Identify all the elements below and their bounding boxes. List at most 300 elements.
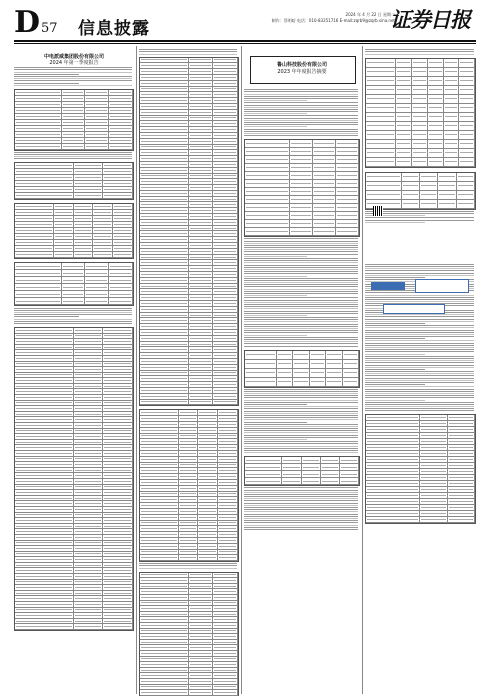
- cell-text: [283, 460, 299, 461]
- table-cell: [103, 580, 133, 585]
- cell-text: [214, 129, 236, 130]
- table-cell: [113, 252, 133, 257]
- text-line: [244, 406, 358, 407]
- cell-text: [104, 335, 131, 336]
- table-cell: [113, 228, 133, 233]
- cell-text: [94, 242, 111, 243]
- table-cell: [189, 617, 214, 622]
- text-line: [244, 505, 358, 506]
- data-table: [365, 414, 476, 524]
- cell-text: [246, 223, 288, 224]
- table-cell: [109, 277, 133, 283]
- text-line: [139, 565, 237, 566]
- cell-text: [86, 104, 107, 105]
- table-cell: [140, 376, 189, 381]
- table-cell: [366, 487, 420, 492]
- table-cell: [189, 634, 214, 639]
- table-cell: [336, 204, 359, 211]
- table-cell: [15, 362, 74, 367]
- table-cell: [179, 410, 199, 415]
- cell-text: [75, 218, 92, 219]
- cell-text: [291, 175, 311, 176]
- text-line: [14, 323, 132, 324]
- table-cell: [313, 188, 336, 195]
- cell-text: [337, 183, 357, 184]
- text-line: [365, 338, 425, 339]
- table-cell: [189, 75, 214, 80]
- table-row: [366, 122, 475, 131]
- cell-text: [190, 228, 212, 229]
- cell-text: [421, 495, 446, 496]
- cell-text: [16, 104, 60, 105]
- cell-text: [214, 123, 236, 124]
- cell-text: [367, 453, 418, 454]
- cell-text: [219, 430, 236, 431]
- table-cell: [336, 196, 359, 203]
- text-line: [244, 267, 358, 268]
- cell-text: [141, 619, 187, 620]
- text-line: [244, 256, 307, 257]
- table-cell: [218, 445, 238, 450]
- table-cell: [396, 59, 412, 67]
- cell-text: [63, 146, 84, 147]
- table-cell: [366, 191, 402, 199]
- cell-text: [214, 647, 236, 648]
- table-cell: [103, 473, 133, 478]
- table-cell: [189, 104, 214, 109]
- cell-text: [75, 537, 102, 538]
- table-cell: [218, 544, 238, 549]
- table-cell: [189, 63, 214, 68]
- table-cell: [198, 503, 218, 508]
- table-cell: [218, 492, 238, 497]
- text-line: [244, 282, 358, 283]
- cell-text: [180, 546, 197, 547]
- cell-text: [104, 386, 131, 387]
- table-cell: [198, 538, 218, 543]
- table-cell: [321, 471, 340, 477]
- table-cell: [140, 550, 179, 555]
- cell-text: [214, 608, 236, 609]
- table-cell: [103, 479, 133, 484]
- text-line: [365, 340, 474, 341]
- table-cell: [366, 131, 396, 139]
- table-row: [366, 95, 475, 104]
- table-cell: [245, 140, 290, 147]
- table-cell: [336, 148, 359, 155]
- table-row: [245, 464, 359, 471]
- cell-text: [190, 83, 212, 84]
- table-cell: [448, 421, 476, 426]
- text-line: [365, 323, 425, 324]
- table-cell: [140, 214, 189, 219]
- table-cell: [290, 180, 313, 187]
- text-line: [244, 118, 358, 119]
- table-cell: [396, 86, 412, 94]
- cell-text: [141, 164, 187, 165]
- cell-text: [413, 152, 426, 153]
- table-cell: [412, 113, 428, 121]
- cell-text: [190, 642, 212, 643]
- table-cell: [109, 291, 133, 297]
- table-cell: [459, 95, 475, 103]
- table-cell: [140, 69, 189, 74]
- cell-text: [190, 675, 212, 676]
- table-cell: [140, 497, 179, 502]
- table-cell: [189, 640, 214, 645]
- table-cell: [189, 595, 214, 600]
- table-cell: [457, 173, 475, 181]
- cell-text: [141, 216, 187, 217]
- cell-text: [110, 116, 131, 117]
- table-cell: [213, 668, 238, 673]
- cell-text: [86, 294, 107, 295]
- cell-text: [16, 464, 72, 465]
- text-line: [244, 295, 307, 296]
- table-cell: [103, 535, 133, 540]
- cell-text: [75, 436, 102, 437]
- table-cell: [15, 126, 62, 131]
- cell-text: [104, 397, 131, 398]
- cell-text: [214, 349, 236, 350]
- cell-text: [55, 254, 72, 255]
- table-cell: [85, 277, 109, 283]
- cell-text: [141, 228, 187, 229]
- text-line: [14, 321, 132, 322]
- cell-text: [219, 464, 236, 465]
- table-cell: [103, 507, 133, 512]
- cell-text: [141, 418, 177, 419]
- text-line: [244, 120, 358, 121]
- cell-text: [104, 609, 131, 610]
- table-cell: [189, 231, 214, 236]
- cell-text: [141, 602, 187, 603]
- cell-text: [141, 499, 177, 500]
- table-cell: [74, 367, 104, 372]
- text-line: [244, 439, 307, 440]
- cell-text: [246, 143, 288, 144]
- cell-text: [75, 171, 102, 172]
- data-table: [14, 162, 134, 200]
- cell-text: [180, 424, 197, 425]
- table-cell: [15, 479, 74, 484]
- table-cell: [140, 492, 179, 497]
- cell-text: [141, 332, 187, 333]
- table-cell: [366, 505, 420, 510]
- cell-text: [413, 107, 426, 108]
- table-cell: [293, 360, 309, 368]
- table-cell: [277, 351, 293, 359]
- cell-text: [75, 570, 102, 571]
- cell-text: [190, 164, 212, 165]
- table-cell: [140, 342, 189, 347]
- table-cell: [179, 468, 199, 473]
- cell-text: [16, 140, 60, 141]
- column-divider: [241, 46, 242, 694]
- text-line: [244, 415, 358, 416]
- table-cell: [103, 429, 133, 434]
- table-cell: [85, 120, 109, 125]
- cell-text: [291, 151, 311, 152]
- cell-text: [214, 152, 236, 153]
- cell-text: [104, 453, 131, 454]
- table-cell: [140, 330, 189, 335]
- cell-text: [214, 681, 236, 682]
- table-cell: [213, 601, 238, 606]
- cell-text: [429, 134, 442, 135]
- cell-text: [141, 187, 187, 188]
- table-cell: [366, 475, 420, 480]
- cell-text: [367, 471, 418, 472]
- table-cell: [140, 584, 189, 589]
- table-cell: [189, 330, 214, 335]
- table-cell: [74, 541, 104, 546]
- table-cell: [74, 378, 104, 383]
- table-cell: [213, 226, 238, 231]
- cell-text: [104, 165, 131, 166]
- text-line: [244, 131, 358, 132]
- table-cell: [310, 378, 326, 386]
- text-line: [244, 135, 358, 136]
- table-row: [245, 471, 359, 478]
- table-cell: [93, 240, 113, 245]
- table-cell: [140, 231, 189, 236]
- table-cell: [420, 505, 448, 510]
- table-cell: [189, 191, 214, 196]
- text-line: [244, 450, 358, 451]
- cell-text: [104, 531, 131, 532]
- cell-text: [246, 372, 275, 373]
- cell-text: [449, 459, 474, 460]
- table-cell: [290, 140, 313, 147]
- table-cell: [189, 336, 214, 341]
- table-cell: [74, 181, 104, 186]
- table-cell: [189, 156, 214, 161]
- table-cell: [15, 216, 54, 221]
- cell-text: [214, 251, 236, 252]
- cell-text: [16, 621, 72, 622]
- table-cell: [85, 90, 109, 95]
- cell-text: [311, 381, 324, 382]
- table-cell: [74, 613, 104, 618]
- table-cell: [140, 121, 189, 126]
- table-cell: [189, 260, 214, 265]
- cell-text: [75, 165, 102, 166]
- table-cell: [412, 131, 428, 139]
- cell-text: [214, 355, 236, 356]
- cell-text: [104, 363, 131, 364]
- cell-text: [397, 71, 410, 72]
- text-line: [14, 152, 132, 153]
- cell-text: [322, 481, 338, 482]
- cell-text: [141, 464, 177, 465]
- table-cell: [189, 601, 214, 606]
- table-cell: [93, 234, 113, 239]
- cell-text: [199, 482, 216, 483]
- cell-text: [141, 580, 187, 581]
- cell-text: [367, 98, 394, 99]
- cell-text: [75, 419, 102, 420]
- cell-text: [214, 630, 236, 631]
- table-cell: [213, 382, 238, 387]
- cell-text: [291, 207, 311, 208]
- table-cell: [412, 68, 428, 76]
- table-cell: [213, 295, 238, 300]
- cell-text: [219, 499, 236, 500]
- cell-text: [413, 161, 426, 162]
- table-cell: [245, 471, 282, 477]
- table-cell: [293, 351, 309, 359]
- table-cell: [412, 95, 428, 103]
- cell-text: [439, 194, 454, 195]
- table-cell: [140, 679, 189, 684]
- table-cell: [189, 318, 214, 323]
- table-cell: [198, 486, 218, 491]
- table-cell: [366, 499, 420, 504]
- cell-text: [214, 372, 236, 373]
- table-cell: [213, 58, 238, 63]
- table-cell: [277, 369, 293, 377]
- text-line: [365, 351, 474, 352]
- table-cell: [103, 468, 133, 473]
- table-cell: [189, 629, 214, 634]
- table-cell: [62, 114, 86, 119]
- table-cell: [213, 690, 238, 695]
- cell-text: [75, 442, 102, 443]
- table-cell: [282, 464, 301, 470]
- text-line: [244, 300, 358, 301]
- text-line: [244, 269, 358, 270]
- cell-text: [75, 242, 92, 243]
- text-line: [365, 295, 474, 296]
- cell-text: [439, 203, 454, 204]
- table-cell: [179, 439, 199, 444]
- cell-text: [75, 509, 102, 510]
- table-cell: [448, 439, 476, 444]
- table-cell: [93, 204, 113, 209]
- cell-text: [141, 670, 187, 671]
- cell-text: [16, 92, 60, 93]
- table-cell: [428, 59, 444, 67]
- diagram-node: [415, 279, 469, 293]
- table-cell: [198, 509, 218, 514]
- cell-text: [141, 482, 177, 483]
- table-cell: [396, 158, 412, 166]
- cell-text: [16, 442, 72, 443]
- text-line: [244, 102, 358, 103]
- table-cell: [74, 429, 104, 434]
- cell-text: [278, 381, 291, 382]
- text-line: [365, 327, 474, 328]
- table-cell: [140, 538, 179, 543]
- table-cell: [140, 480, 179, 485]
- cell-text: [75, 609, 102, 610]
- cell-text: [75, 604, 102, 605]
- table-cell: [103, 175, 133, 180]
- cell-text: [344, 363, 357, 364]
- table-cell: [459, 149, 475, 157]
- cell-text: [214, 94, 236, 95]
- table-cell: [290, 204, 313, 211]
- cell-text: [104, 447, 131, 448]
- table-cell: [103, 423, 133, 428]
- table-cell: [213, 353, 238, 358]
- table-cell: [140, 336, 189, 341]
- cell-text: [199, 430, 216, 431]
- text-line: [244, 124, 358, 125]
- table-cell: [189, 371, 214, 376]
- cell-text: [199, 528, 216, 529]
- text-line: [14, 308, 132, 309]
- cell-text: [397, 161, 410, 162]
- table-cell: [336, 172, 359, 179]
- table-cell: [15, 451, 74, 456]
- table-cell: [420, 475, 448, 480]
- cell-text: [246, 481, 280, 482]
- table-cell: [420, 487, 448, 492]
- cell-text: [104, 526, 131, 527]
- cell-text: [214, 670, 236, 671]
- cell-text: [413, 134, 426, 135]
- cell-text: [75, 447, 102, 448]
- table-cell: [179, 451, 199, 456]
- cell-text: [214, 274, 236, 275]
- cell-text: [75, 386, 102, 387]
- cell-text: [16, 402, 72, 403]
- cell-text: [214, 268, 236, 269]
- table-cell: [189, 243, 214, 248]
- table-cell: [412, 77, 428, 85]
- table-cell: [74, 591, 104, 596]
- table-cell: [103, 417, 133, 422]
- table-cell: [15, 132, 62, 137]
- cell-text: [246, 167, 288, 168]
- table-row: [366, 140, 475, 149]
- text-line: [244, 443, 358, 444]
- cell-text: [104, 408, 131, 409]
- table-cell: [103, 485, 133, 490]
- cell-text: [180, 447, 197, 448]
- cell-text: [460, 98, 473, 99]
- table-cell: [140, 168, 189, 173]
- cell-text: [141, 315, 187, 316]
- table-cell: [366, 104, 396, 112]
- table-cell: [15, 417, 74, 422]
- cell-text: [94, 230, 111, 231]
- cell-text: [214, 245, 236, 246]
- cell-text: [141, 141, 187, 142]
- cell-text: [141, 658, 187, 659]
- cell-text: [219, 459, 236, 460]
- table-row: [366, 182, 475, 191]
- table-cell: [74, 568, 104, 573]
- table-cell: [74, 468, 104, 473]
- table-cell: [313, 164, 336, 171]
- cell-text: [219, 476, 236, 477]
- table-cell: [140, 295, 189, 300]
- table-cell: [459, 113, 475, 121]
- table-cell: [74, 240, 94, 245]
- table-cell: [448, 511, 476, 516]
- table-cell: [15, 552, 74, 557]
- cell-text: [104, 514, 131, 515]
- text-line: [244, 317, 358, 318]
- table-cell: [85, 291, 109, 297]
- table-cell: [54, 228, 74, 233]
- cell-text: [397, 107, 410, 108]
- table-cell: [213, 307, 238, 312]
- table-cell: [444, 68, 460, 76]
